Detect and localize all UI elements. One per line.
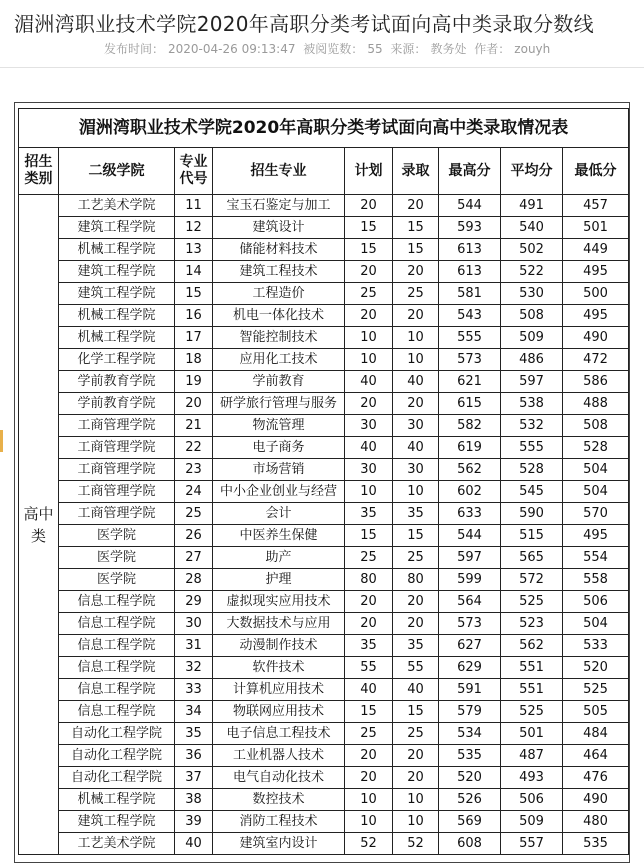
table-header-row (19, 148, 629, 195)
code-cell: 27 (175, 547, 213, 569)
admitted-cell: 40 (393, 679, 439, 701)
max-score-cell: 544 (439, 195, 501, 217)
avg-score-cell: 486 (501, 349, 563, 371)
college-cell: 自动化工程学院 (59, 767, 175, 789)
avg-score-cell: 557 (501, 833, 563, 855)
code-cell: 32 (175, 657, 213, 679)
table-row (19, 745, 629, 767)
admitted-cell: 52 (393, 833, 439, 855)
avg-score-cell: 501 (501, 723, 563, 745)
major-cell: 机电一体化技术 (213, 305, 345, 327)
major-cell: 电子商务 (213, 437, 345, 459)
major-cell: 计算机应用技术 (213, 679, 345, 701)
code-cell: 19 (175, 371, 213, 393)
admitted-cell: 15 (393, 525, 439, 547)
major-cell: 工程造价 (213, 283, 345, 305)
major-cell: 虚拟现实应用技术 (213, 591, 345, 613)
table-row (19, 371, 629, 393)
college-cell: 自动化工程学院 (59, 745, 175, 767)
admitted-cell: 20 (393, 613, 439, 635)
plan-cell: 35 (345, 635, 393, 657)
table-row (19, 261, 629, 283)
code-cell: 20 (175, 393, 213, 415)
major-cell: 中医养生保健 (213, 525, 345, 547)
plan-cell: 55 (345, 657, 393, 679)
college-cell: 工商管理学院 (59, 459, 175, 481)
min-score-cell: 480 (563, 811, 629, 833)
max-score-cell: 582 (439, 415, 501, 437)
code-cell: 40 (175, 833, 213, 855)
max-score-cell: 633 (439, 503, 501, 525)
major-cell: 建筑设计 (213, 217, 345, 239)
views-label: 被阅览数： (303, 42, 364, 56)
table-row (19, 393, 629, 415)
plan-cell: 15 (345, 217, 393, 239)
avg-score-cell: 525 (501, 701, 563, 723)
admitted-cell: 20 (393, 305, 439, 327)
major-cell: 会计 (213, 503, 345, 525)
plan-cell: 35 (345, 503, 393, 525)
code-cell: 21 (175, 415, 213, 437)
article-title: 湄洲湾职业技术学院2020年高职分类考试面向高中类录取分数线 (14, 12, 594, 36)
edge-marker (0, 430, 3, 452)
college-cell: 信息工程学院 (59, 635, 175, 657)
avg-score-cell: 562 (501, 635, 563, 657)
table-row (19, 833, 629, 855)
max-score-cell: 555 (439, 327, 501, 349)
views-count: 55 (367, 42, 383, 56)
college-cell: 工艺美术学院 (59, 833, 175, 855)
avg-score-cell: 572 (501, 569, 563, 591)
major-cell: 软件技术 (213, 657, 345, 679)
max-score-cell: 597 (439, 547, 501, 569)
min-score-cell: 500 (563, 283, 629, 305)
college-cell: 机械工程学院 (59, 327, 175, 349)
min-score-cell: 490 (563, 789, 629, 811)
plan-cell: 25 (345, 723, 393, 745)
code-cell: 22 (175, 437, 213, 459)
plan-cell: 52 (345, 833, 393, 855)
plan-cell: 25 (345, 283, 393, 305)
code-cell: 34 (175, 701, 213, 723)
admitted-cell: 20 (393, 767, 439, 789)
table-row (19, 481, 629, 503)
min-score-cell: 533 (563, 635, 629, 657)
min-score-cell: 495 (563, 261, 629, 283)
college-cell: 学前教育学院 (59, 393, 175, 415)
table-row (19, 459, 629, 481)
college-cell: 工商管理学院 (59, 481, 175, 503)
college-cell: 信息工程学院 (59, 591, 175, 613)
avg-score-cell: 509 (501, 811, 563, 833)
table-row (19, 437, 629, 459)
min-score-cell: 504 (563, 481, 629, 503)
avg-score-cell: 551 (501, 657, 563, 679)
max-score-cell: 593 (439, 217, 501, 239)
major-cell: 市场营销 (213, 459, 345, 481)
min-score-cell: 495 (563, 525, 629, 547)
major-cell: 研学旅行管理与服务 (213, 393, 345, 415)
plan-cell: 15 (345, 525, 393, 547)
major-cell: 助产 (213, 547, 345, 569)
code-cell: 14 (175, 261, 213, 283)
plan-cell: 10 (345, 811, 393, 833)
admitted-cell: 35 (393, 503, 439, 525)
max-score-cell: 591 (439, 679, 501, 701)
admitted-cell: 10 (393, 789, 439, 811)
code-cell: 23 (175, 459, 213, 481)
admitted-cell: 80 (393, 569, 439, 591)
avg-score-cell: 540 (501, 217, 563, 239)
min-score-cell: 464 (563, 745, 629, 767)
plan-cell: 20 (345, 613, 393, 635)
avg-score-cell: 538 (501, 393, 563, 415)
avg-score-cell: 532 (501, 415, 563, 437)
plan-cell: 30 (345, 459, 393, 481)
table-row (19, 349, 629, 371)
major-cell: 消防工程技术 (213, 811, 345, 833)
min-score-cell: 528 (563, 437, 629, 459)
major-cell: 建筑工程技术 (213, 261, 345, 283)
avg-score-cell: 509 (501, 327, 563, 349)
admitted-cell: 40 (393, 437, 439, 459)
plan-cell: 30 (345, 415, 393, 437)
header-major: 招生专业 (213, 148, 345, 195)
major-cell: 数控技术 (213, 789, 345, 811)
admitted-cell: 20 (393, 393, 439, 415)
table-row (19, 217, 629, 239)
avg-score-cell: 522 (501, 261, 563, 283)
table-row (19, 767, 629, 789)
college-cell: 机械工程学院 (59, 305, 175, 327)
code-cell: 30 (175, 613, 213, 635)
max-score-cell: 615 (439, 393, 501, 415)
college-cell: 信息工程学院 (59, 613, 175, 635)
college-cell: 建筑工程学院 (59, 261, 175, 283)
plan-cell: 20 (345, 195, 393, 217)
major-cell: 电气自动化技术 (213, 767, 345, 789)
max-score-cell: 544 (439, 525, 501, 547)
max-score-cell: 562 (439, 459, 501, 481)
college-cell: 医学院 (59, 569, 175, 591)
admitted-cell: 30 (393, 459, 439, 481)
table-row (19, 591, 629, 613)
college-cell: 工艺美术学院 (59, 195, 175, 217)
table-row (19, 701, 629, 723)
admitted-cell: 25 (393, 283, 439, 305)
major-cell: 中小企业创业与经营 (213, 481, 345, 503)
max-score-cell: 579 (439, 701, 501, 723)
max-score-cell: 564 (439, 591, 501, 613)
table-row (19, 657, 629, 679)
max-score-cell: 627 (439, 635, 501, 657)
college-cell: 学前教育学院 (59, 371, 175, 393)
header-admitted: 录取 (393, 148, 439, 195)
min-score-cell: 457 (563, 195, 629, 217)
code-cell: 17 (175, 327, 213, 349)
max-score-cell: 581 (439, 283, 501, 305)
header-code: 专业代号 (175, 148, 213, 195)
author-value: zouyh (514, 42, 551, 56)
avg-score-cell: 493 (501, 767, 563, 789)
header-max: 最高分 (439, 148, 501, 195)
max-score-cell: 613 (439, 239, 501, 261)
plan-cell: 15 (345, 701, 393, 723)
admitted-cell: 30 (393, 415, 439, 437)
header-category: 招生类别 (19, 148, 59, 195)
max-score-cell: 573 (439, 613, 501, 635)
college-cell: 工商管理学院 (59, 437, 175, 459)
admitted-cell: 25 (393, 547, 439, 569)
table-row (19, 547, 629, 569)
max-score-cell: 520 (439, 767, 501, 789)
min-score-cell: 472 (563, 349, 629, 371)
avg-score-cell: 487 (501, 745, 563, 767)
major-cell: 护理 (213, 569, 345, 591)
code-cell: 26 (175, 525, 213, 547)
avg-score-cell: 590 (501, 503, 563, 525)
max-score-cell: 573 (439, 349, 501, 371)
code-cell: 37 (175, 767, 213, 789)
avg-score-cell: 545 (501, 481, 563, 503)
college-cell: 信息工程学院 (59, 679, 175, 701)
avg-score-cell: 523 (501, 613, 563, 635)
code-cell: 25 (175, 503, 213, 525)
avg-score-cell: 491 (501, 195, 563, 217)
table-row (19, 811, 629, 833)
plan-cell: 80 (345, 569, 393, 591)
header-plan: 计划 (345, 148, 393, 195)
table-row (19, 283, 629, 305)
max-score-cell: 569 (439, 811, 501, 833)
min-score-cell: 476 (563, 767, 629, 789)
major-cell: 动漫制作技术 (213, 635, 345, 657)
table-row (19, 679, 629, 701)
admitted-cell: 15 (393, 701, 439, 723)
header-min: 最低分 (563, 148, 629, 195)
max-score-cell: 629 (439, 657, 501, 679)
max-score-cell: 526 (439, 789, 501, 811)
admitted-cell: 20 (393, 261, 439, 283)
table-row (19, 195, 629, 217)
code-cell: 13 (175, 239, 213, 261)
max-score-cell: 621 (439, 371, 501, 393)
major-cell: 应用化工技术 (213, 349, 345, 371)
plan-cell: 20 (345, 261, 393, 283)
article-meta (104, 40, 554, 57)
code-cell: 33 (175, 679, 213, 701)
max-score-cell: 543 (439, 305, 501, 327)
min-score-cell: 490 (563, 327, 629, 349)
college-cell: 自动化工程学院 (59, 723, 175, 745)
code-cell: 35 (175, 723, 213, 745)
admitted-cell: 15 (393, 217, 439, 239)
plan-cell: 20 (345, 767, 393, 789)
min-score-cell: 520 (563, 657, 629, 679)
admitted-cell: 55 (393, 657, 439, 679)
source-label: 来源： (390, 42, 427, 56)
code-cell: 36 (175, 745, 213, 767)
college-cell: 医学院 (59, 547, 175, 569)
min-score-cell: 558 (563, 569, 629, 591)
min-score-cell: 495 (563, 305, 629, 327)
admitted-cell: 35 (393, 635, 439, 657)
code-cell: 31 (175, 635, 213, 657)
plan-cell: 20 (345, 393, 393, 415)
min-score-cell: 488 (563, 393, 629, 415)
avg-score-cell: 565 (501, 547, 563, 569)
major-cell: 物流管理 (213, 415, 345, 437)
avg-score-cell: 502 (501, 239, 563, 261)
code-cell: 28 (175, 569, 213, 591)
admitted-cell: 25 (393, 723, 439, 745)
min-score-cell: 484 (563, 723, 629, 745)
plan-cell: 10 (345, 327, 393, 349)
plan-cell: 20 (345, 745, 393, 767)
table-row (19, 569, 629, 591)
max-score-cell: 602 (439, 481, 501, 503)
min-score-cell: 554 (563, 547, 629, 569)
min-score-cell: 504 (563, 459, 629, 481)
college-cell: 工商管理学院 (59, 503, 175, 525)
table-row (19, 327, 629, 349)
avg-score-cell: 508 (501, 305, 563, 327)
code-cell: 29 (175, 591, 213, 613)
max-score-cell: 535 (439, 745, 501, 767)
author-label: 作者： (474, 42, 511, 56)
plan-cell: 15 (345, 239, 393, 261)
college-cell: 信息工程学院 (59, 657, 175, 679)
table-row (19, 789, 629, 811)
college-cell: 化学工程学院 (59, 349, 175, 371)
min-score-cell: 570 (563, 503, 629, 525)
admitted-cell: 10 (393, 349, 439, 371)
avg-score-cell: 555 (501, 437, 563, 459)
table-row (19, 503, 629, 525)
max-score-cell: 534 (439, 723, 501, 745)
college-cell: 建筑工程学院 (59, 217, 175, 239)
avg-score-cell: 597 (501, 371, 563, 393)
max-score-cell: 619 (439, 437, 501, 459)
max-score-cell: 608 (439, 833, 501, 855)
plan-cell: 10 (345, 789, 393, 811)
plan-cell: 40 (345, 437, 393, 459)
major-cell: 工业机器人技术 (213, 745, 345, 767)
plan-cell: 25 (345, 547, 393, 569)
admitted-cell: 10 (393, 811, 439, 833)
max-score-cell: 599 (439, 569, 501, 591)
admitted-cell: 15 (393, 239, 439, 261)
table-row (19, 635, 629, 657)
plan-cell: 10 (345, 481, 393, 503)
college-cell: 机械工程学院 (59, 239, 175, 261)
plan-cell: 40 (345, 371, 393, 393)
avg-score-cell: 515 (501, 525, 563, 547)
plan-cell: 40 (345, 679, 393, 701)
min-score-cell: 504 (563, 613, 629, 635)
min-score-cell: 505 (563, 701, 629, 723)
code-cell: 11 (175, 195, 213, 217)
table-row (19, 723, 629, 745)
min-score-cell: 449 (563, 239, 629, 261)
code-cell: 16 (175, 305, 213, 327)
min-score-cell: 508 (563, 415, 629, 437)
college-cell: 医学院 (59, 525, 175, 547)
plan-cell: 10 (345, 349, 393, 371)
admitted-cell: 20 (393, 591, 439, 613)
code-cell: 38 (175, 789, 213, 811)
plan-cell: 20 (345, 305, 393, 327)
code-cell: 15 (175, 283, 213, 305)
college-cell: 工商管理学院 (59, 415, 175, 437)
major-cell: 建筑室内设计 (213, 833, 345, 855)
admission-table (18, 108, 629, 855)
plan-cell: 20 (345, 591, 393, 613)
min-score-cell: 535 (563, 833, 629, 855)
admitted-cell: 20 (393, 745, 439, 767)
code-cell: 39 (175, 811, 213, 833)
table-row (19, 305, 629, 327)
major-cell: 储能材料技术 (213, 239, 345, 261)
avg-score-cell: 506 (501, 789, 563, 811)
college-cell: 建筑工程学院 (59, 811, 175, 833)
college-cell: 机械工程学院 (59, 789, 175, 811)
min-score-cell: 525 (563, 679, 629, 701)
publish-label: 发布时间： (104, 42, 165, 56)
avg-score-cell: 525 (501, 591, 563, 613)
admitted-cell: 20 (393, 195, 439, 217)
admitted-cell: 40 (393, 371, 439, 393)
avg-score-cell: 551 (501, 679, 563, 701)
code-cell: 18 (175, 349, 213, 371)
table-caption: 湄洲湾职业技术学院2020年高职分类考试面向高中类录取情况表 (19, 109, 629, 148)
college-cell: 建筑工程学院 (59, 283, 175, 305)
category-cell: 高中类 (19, 195, 59, 855)
table-row (19, 239, 629, 261)
major-cell: 大数据技术与应用 (213, 613, 345, 635)
avg-score-cell: 530 (501, 283, 563, 305)
major-cell: 电子信息工程技术 (213, 723, 345, 745)
admitted-cell: 10 (393, 481, 439, 503)
min-score-cell: 501 (563, 217, 629, 239)
min-score-cell: 586 (563, 371, 629, 393)
avg-score-cell: 528 (501, 459, 563, 481)
header-college: 二级学院 (59, 148, 175, 195)
publish-time: 2020-04-26 09:13:47 (168, 42, 296, 56)
admitted-cell: 10 (393, 327, 439, 349)
major-cell: 宝玉石鉴定与加工 (213, 195, 345, 217)
major-cell: 智能控制技术 (213, 327, 345, 349)
divider (0, 67, 644, 68)
source-value: 教务处 (430, 42, 467, 56)
table-row (19, 525, 629, 547)
table-row (19, 613, 629, 635)
college-cell: 信息工程学院 (59, 701, 175, 723)
table-row (19, 415, 629, 437)
major-cell: 物联网应用技术 (213, 701, 345, 723)
code-cell: 24 (175, 481, 213, 503)
header-avg: 平均分 (501, 148, 563, 195)
major-cell: 学前教育 (213, 371, 345, 393)
min-score-cell: 506 (563, 591, 629, 613)
code-cell: 12 (175, 217, 213, 239)
max-score-cell: 613 (439, 261, 501, 283)
